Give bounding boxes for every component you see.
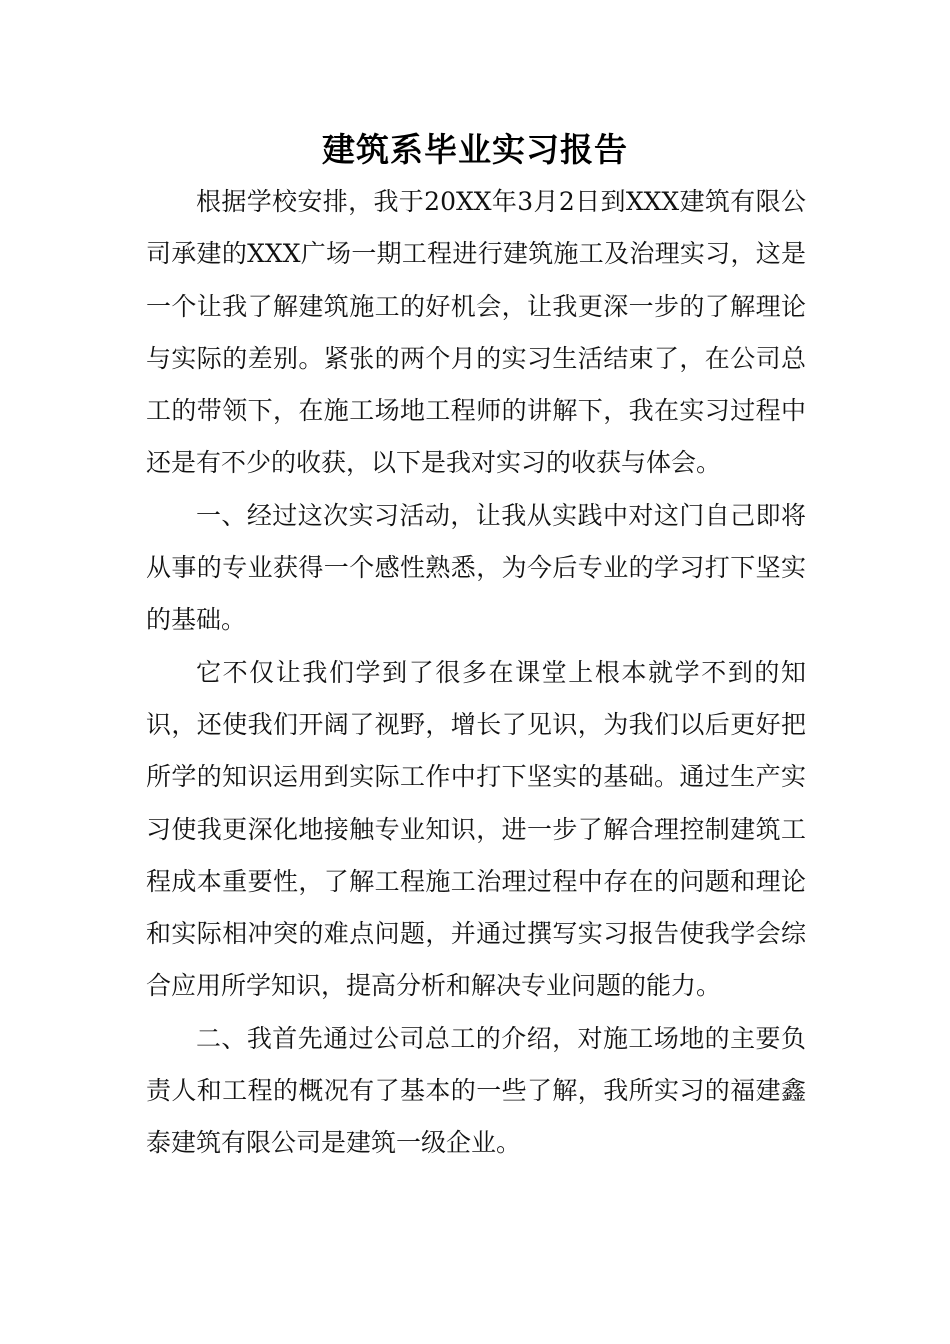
document-title: 建筑系毕业实习报告	[322, 130, 628, 169]
paragraph-intro: 根据学校安排，我于20XX年3月2日到XXX建筑有限公司承建的XXX广场一期工程进行建筑施工及治理实习，这是一个让我了解建筑施工的好机会，让我更深一步的了解理论与实际的差别。紧张的两个月的实习生活结束了，在公司总工的带领下，在施工场地工程师的讲解下，我在实习过程中还是有不少的收获，以下是我对实习的收获与体会。	[146, 187, 806, 478]
paragraph-section-1: 一、经过这次实习活动，让我从实践中对这门自己即将从事的专业获得一个感性熟悉，为今后专业的学习打下坚实的基础。	[146, 500, 806, 635]
document-body	[146, 176, 806, 1170]
paragraph-section-2: 二、我首先通过公司总工的介绍，对施工场地的主要负责人和工程的概况有了基本的一些了解，我所实习的福建鑫泰建筑有限公司是建筑一级企业。	[146, 1023, 806, 1158]
paragraph-benefits: 它不仅让我们学到了很多在课堂上根本就学不到的知识，还使我们开阔了视野，增长了见识，为我们以后更好把所学的知识运用到实际工作中打下坚实的基础。通过生产实习使我更深化地接触专业知识，进一步了解合理控制建筑工程成本重要性，了解工程施工治理过程中存在的问题和理论和实际相冲突的难点问题，并通过撰写实习报告使我学会综合应用所学知识，提高分析和解决专业问题的能力。	[146, 657, 806, 1001]
